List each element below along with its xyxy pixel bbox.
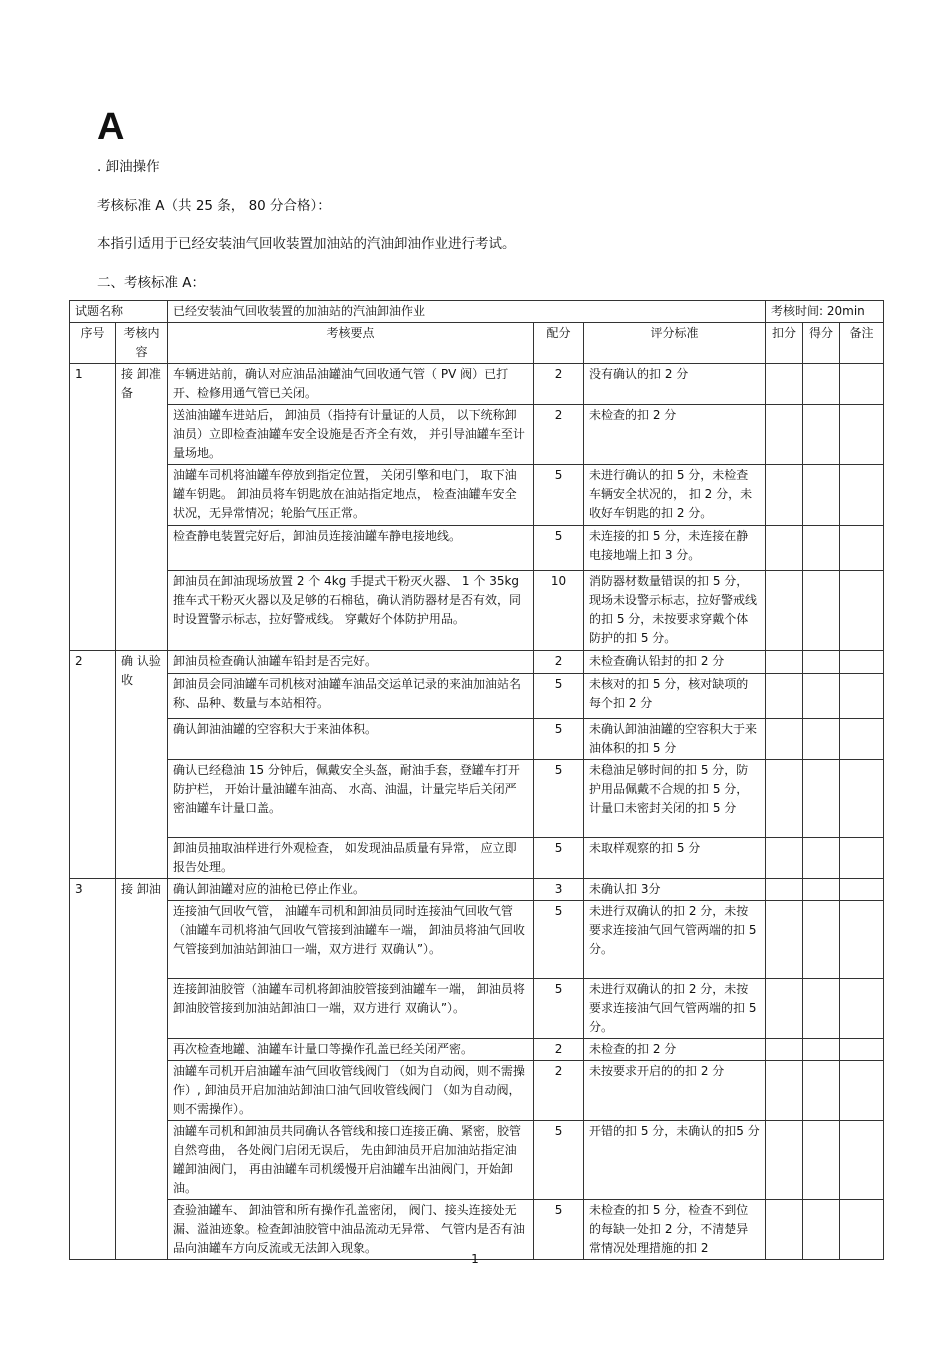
row-criteria: 未检查的扣 5 分，检查不到位的每缺一处扣 2 分，不清楚异常情况处理措施的扣 2 — [584, 1200, 766, 1260]
row-note — [840, 879, 884, 901]
row-point: 油罐车司机开启油罐车油气回收管线阀门 （如为自动阀，则不需操作）, 卸油员开启加油站卸油口油气回收管线阀门 （如为自动阀，则不需操作）。 — [168, 1061, 534, 1121]
header-content: 考核内容 — [116, 323, 168, 364]
table-row — [70, 719, 884, 760]
row-score: 2 — [534, 651, 584, 674]
table-row — [70, 405, 884, 465]
row-deduct — [766, 674, 803, 719]
row-score: 3 — [534, 879, 584, 901]
table-row — [70, 364, 884, 405]
page-number: 1 — [471, 1252, 479, 1266]
row-score: 2 — [534, 405, 584, 465]
row-score: 5 — [534, 901, 584, 979]
row-got — [803, 526, 840, 571]
row-point: 确认已经稳油 15 分钟后，佩戴安全头盔，耐油手套，登罐车打开防护栏， 开始计量油罐车油高、 水高、油温，计量完毕后关闭严密油罐车计量口盖。 — [168, 760, 534, 838]
row-point: 确认卸油罐对应的油枪已停止作业。 — [168, 879, 534, 901]
row-deduct — [766, 526, 803, 571]
row-point: 再次检查地罐、油罐车计量口等操作孔盖已经关闭严密。 — [168, 1039, 534, 1061]
row-deduct — [766, 879, 803, 901]
standard-line: 考核标准 A（共 25 条， 80 分合格）： — [97, 198, 331, 214]
row-note — [840, 1061, 884, 1121]
row-deduct — [766, 901, 803, 979]
row-criteria: 消防器材数量错误的扣 5 分，现场未设警示标志，拉好警戒线的扣 5 分，未按要求穿戴个体防护的扣 5 分。 — [584, 571, 766, 651]
row-content: 确 认验收 — [116, 651, 168, 879]
row-criteria: 开错的扣 5 分，未确认的扣5 分 — [584, 1121, 766, 1200]
table-row — [70, 651, 884, 674]
row-got — [803, 465, 840, 526]
row-criteria: 未稳油足够时间的扣 5 分，防护用品佩戴不合规的扣 5 分，计量口未密封关闭的扣 5 分 — [584, 760, 766, 838]
row-deduct — [766, 465, 803, 526]
table-row — [70, 526, 884, 571]
row-deduct — [766, 364, 803, 405]
assessment-table — [69, 300, 884, 1260]
row-score: 5 — [534, 1200, 584, 1260]
row-content: 接 卸油 — [116, 879, 168, 1260]
row-score: 5 — [534, 838, 584, 879]
row-deduct — [766, 571, 803, 651]
row-seq: 3 — [70, 879, 116, 1260]
row-deduct — [766, 1121, 803, 1200]
table-row — [70, 979, 884, 1039]
row-score: 10 — [534, 571, 584, 651]
row-score: 5 — [534, 979, 584, 1039]
header-score: 配分 — [534, 323, 584, 364]
row-note — [840, 1200, 884, 1260]
table-header-row — [70, 323, 884, 364]
table-row — [70, 1121, 884, 1200]
row-deduct — [766, 760, 803, 838]
table-row — [70, 1039, 884, 1061]
row-score: 5 — [534, 526, 584, 571]
row-got — [803, 760, 840, 838]
row-deduct — [766, 719, 803, 760]
table-row — [70, 901, 884, 979]
row-deduct — [766, 405, 803, 465]
header-note: 备注 — [840, 323, 884, 364]
row-point: 卸油员会同油罐车司机核对油罐车油品交运单记录的来油加油站名称、品种、数量与本站相符。 — [168, 674, 534, 719]
row-point: 检查静电装置完好后，卸油员连接油罐车静电接地线。 — [168, 526, 534, 571]
row-note — [840, 719, 884, 760]
row-got — [803, 879, 840, 901]
row-score: 5 — [534, 674, 584, 719]
row-score: 5 — [534, 760, 584, 838]
row-deduct — [766, 1200, 803, 1260]
row-score: 5 — [534, 719, 584, 760]
row-point: 卸油员检查确认油罐车铅封是否完好。 — [168, 651, 534, 674]
intro-text: 本指引适用于已经安装油气回收装置加油站的汽油卸油作业进行考试。 — [97, 236, 516, 252]
row-deduct — [766, 1039, 803, 1061]
row-content: 接 卸准备 — [116, 364, 168, 651]
row-criteria: 未核对的扣 5 分，核对缺项的每个扣 2 分 — [584, 674, 766, 719]
table-row — [70, 838, 884, 879]
row-deduct — [766, 979, 803, 1039]
table-title-row — [70, 301, 884, 323]
header-criteria: 评分标准 — [584, 323, 766, 364]
row-criteria: 未确认扣 3分 — [584, 879, 766, 901]
row-point: 车辆进站前，确认对应油品油罐油气回收通气管（ PV 阀）已打开、检修用通气管已关闭。 — [168, 364, 534, 405]
row-got — [803, 571, 840, 651]
row-point: 卸油员抽取油样进行外观检查， 如发现油品质量有异常， 应立即报告处理。 — [168, 838, 534, 879]
row-note — [840, 465, 884, 526]
row-criteria: 未进行双确认的扣 2 分，未按要求连接油气回气管两端的扣 5 分。 — [584, 979, 766, 1039]
table-row — [70, 1061, 884, 1121]
row-criteria: 没有确认的扣 2 分 — [584, 364, 766, 405]
row-criteria: 未按要求开启的的扣 2 分 — [584, 1061, 766, 1121]
row-got — [803, 674, 840, 719]
row-note — [840, 838, 884, 879]
row-got — [803, 364, 840, 405]
row-score: 2 — [534, 364, 584, 405]
header-seq: 序号 — [70, 323, 116, 364]
row-note — [840, 651, 884, 674]
table-row — [70, 879, 884, 901]
row-point: 确认卸油油罐的空容积大于来油体积。 — [168, 719, 534, 760]
row-note — [840, 674, 884, 719]
row-got — [803, 1200, 840, 1260]
table-row — [70, 1200, 884, 1260]
row-criteria: 未检查的扣 2 分 — [584, 1039, 766, 1061]
table-row — [70, 465, 884, 526]
row-note — [840, 1121, 884, 1200]
row-point: 查验油罐车、 卸油管和所有操作孔盖密闭， 阀门、接头连接处无漏、溢油迹象。检查卸油胶管中油品流动无异常、 气管内是否有油品向油罐车方向反流或无法卸入现象。 — [168, 1200, 534, 1260]
row-score: 2 — [534, 1039, 584, 1061]
document-letter: A — [97, 106, 125, 148]
table-row — [70, 571, 884, 651]
row-note — [840, 979, 884, 1039]
row-score: 2 — [534, 1061, 584, 1121]
row-deduct — [766, 651, 803, 674]
row-criteria: 未取样观察的扣 5 分 — [584, 838, 766, 879]
row-note — [840, 1039, 884, 1061]
row-point: 卸油员在卸油现场放置 2 个 4kg 手提式干粉灭火器、 1 个 35kg 推车式干粉灭火器以及足够的石棉毡，确认消防器材是否有效，同时设置警示标志，拉好警戒线。 穿戴好个体防护用品。 — [168, 571, 534, 651]
row-point: 送油油罐车进站后， 卸油员（指持有计量证的人员， 以下统称卸油员）立即检查油罐车安全设施是否齐全有效， 并引导油罐车至计量场地。 — [168, 405, 534, 465]
row-got — [803, 1121, 840, 1200]
row-got — [803, 405, 840, 465]
row-criteria: 未进行双确认的扣 2 分，未按要求连接油气回气管两端的扣 5 分。 — [584, 901, 766, 979]
row-criteria: 未连接的扣 5 分，未连接在静电接地端上扣 3 分。 — [584, 526, 766, 571]
row-got — [803, 651, 840, 674]
row-note — [840, 526, 884, 571]
row-got — [803, 901, 840, 979]
header-got: 得分 — [803, 323, 840, 364]
row-deduct — [766, 1061, 803, 1121]
row-got — [803, 1061, 840, 1121]
time-label: 考核时间: 20min — [766, 301, 884, 323]
subheading: 二、考核标准 A： — [97, 275, 206, 291]
row-score: 5 — [534, 465, 584, 526]
row-deduct — [766, 838, 803, 879]
row-note — [840, 571, 884, 651]
row-point: 油罐车司机和卸油员共同确认各管线和接口连接正确、紧密，胶管自然弯曲， 各处阀门启闭无误后， 先由卸油员开启加油站指定油罐卸油阀门， 再由油罐车司机缓慢开启油罐车出油阀门，开始卸油。 — [168, 1121, 534, 1200]
row-criteria: 未确认卸油油罐的空容积大于来油体积的扣 5 分 — [584, 719, 766, 760]
title-value: 已经安装油气回收装置的加油站的汽油卸油作业 — [168, 301, 766, 323]
row-point: 油罐车司机将油罐车停放到指定位置， 关闭引擎和电门， 取下油罐车钥匙。 卸油员将车钥匙放在油站指定地点， 检查油罐车安全状况，无异常情况；轮胎气压正常。 — [168, 465, 534, 526]
row-point: 连接油气回收气管， 油罐车司机和卸油员同时连接油气回收气管（油罐车司机将油气回收气管接到油罐车一端， 卸油员将油气回收气管接到加油站卸油口一端，双方进行 双确认”）。 — [168, 901, 534, 979]
row-seq: 1 — [70, 364, 116, 651]
header-points: 考核要点 — [168, 323, 534, 364]
section-title: . 卸油操作 — [97, 159, 160, 175]
row-score: 5 — [534, 1121, 584, 1200]
row-criteria: 未检查的扣 2 分 — [584, 405, 766, 465]
row-point: 连接卸油胶管（油罐车司机将卸油胶管接到油罐车一端， 卸油员将卸油胶管接到加油站卸油口一端，双方进行 双确认”）。 — [168, 979, 534, 1039]
row-seq: 2 — [70, 651, 116, 879]
table-row — [70, 674, 884, 719]
row-got — [803, 1039, 840, 1061]
row-got — [803, 979, 840, 1039]
row-note — [840, 901, 884, 979]
row-note — [840, 405, 884, 465]
row-note — [840, 760, 884, 838]
table-row — [70, 760, 884, 838]
row-got — [803, 719, 840, 760]
row-criteria: 未进行确认的扣 5 分，未检查车辆安全状况的， 扣 2 分，未收好车钥匙的扣 2 分。 — [584, 465, 766, 526]
title-label: 试题名称 — [70, 301, 168, 323]
row-note — [840, 364, 884, 405]
header-deduct: 扣分 — [766, 323, 803, 364]
row-criteria: 未检查确认铅封的扣 2 分 — [584, 651, 766, 674]
row-got — [803, 838, 840, 879]
